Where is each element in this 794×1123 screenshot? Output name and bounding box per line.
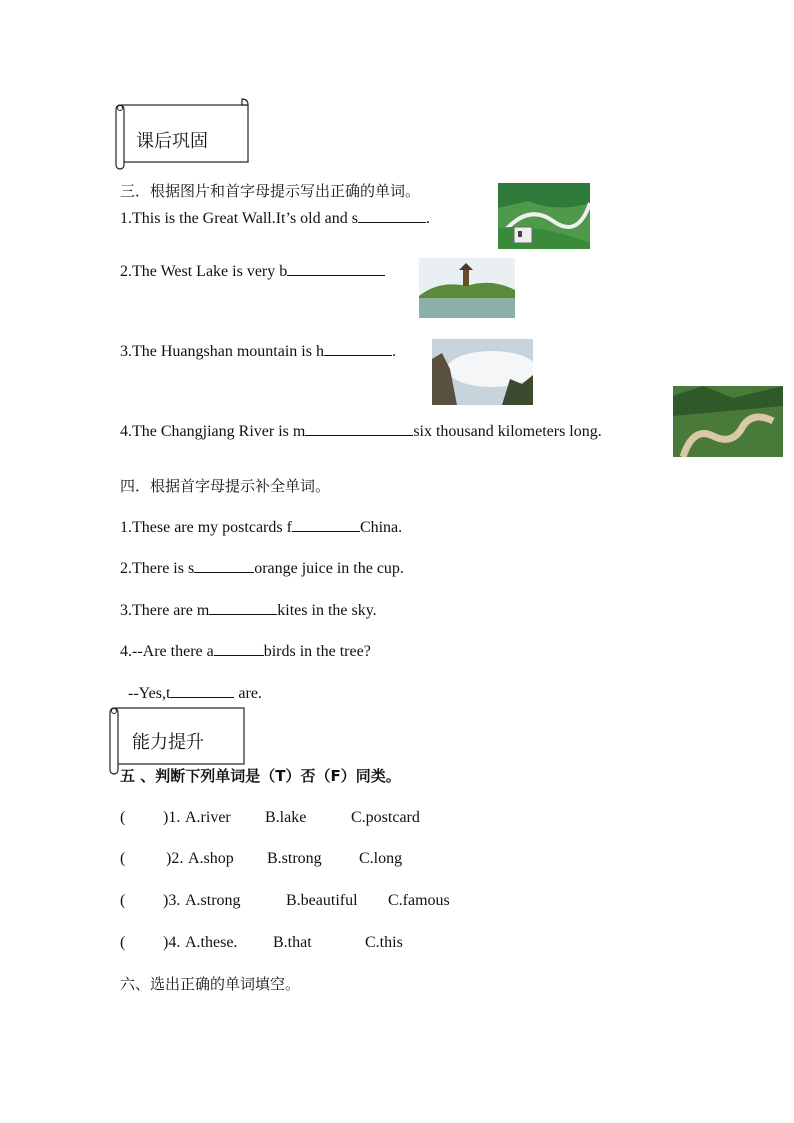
section5-heading: 五 、判断下列单词是（T）否（F）同类。 (120, 767, 401, 785)
answer-blank (287, 261, 385, 276)
answer-blank (292, 517, 360, 532)
question-text: 2.The West Lake is very b (120, 263, 288, 280)
question-4-3 (120, 600, 377, 621)
item-number: )3. (163, 892, 181, 909)
option-b: B.beautiful (286, 892, 358, 909)
question-text-end: kites in the sky. (277, 602, 377, 619)
huangshan-mountain-image (432, 339, 533, 405)
answer-blank (358, 208, 426, 223)
banner-title: 能力提升 (132, 732, 204, 753)
question-text: 4.The Changjiang River is m (120, 423, 306, 440)
option-b: B.strong (267, 850, 322, 867)
answer-blank (324, 341, 392, 356)
option-a: A.these. (185, 934, 238, 951)
answer-blank (209, 600, 277, 615)
item-number: )2. (166, 850, 184, 867)
bracket-open: ( (120, 892, 126, 909)
question-text-end: China. (359, 519, 403, 536)
item-number: )1. (163, 809, 181, 826)
answer-blank (194, 558, 254, 573)
section4-heading: 四．根据首字母提示补全单词。 (120, 477, 331, 495)
answer-text-end: are. (234, 685, 262, 702)
question-4-1 (120, 517, 402, 538)
banner-title: 课后巩固 (136, 131, 208, 152)
bracket-open: ( (120, 809, 126, 826)
question-3-4 (120, 421, 602, 442)
option-a: A.strong (185, 892, 241, 909)
question-4-2 (120, 558, 404, 579)
bracket-open: ( (120, 850, 126, 867)
option-c: C.postcard (351, 809, 420, 826)
option-c: C.long (359, 850, 403, 867)
section6-heading: 六、选出正确的单词填空。 (120, 975, 301, 993)
question-3-1 (120, 208, 430, 229)
question-text: 1.This is the Great Wall.It’s old and s (120, 210, 358, 227)
answer-blank (214, 641, 264, 656)
section-banner-consolidation (112, 96, 252, 172)
west-lake-image (419, 258, 515, 318)
option-a: A.shop (188, 850, 234, 867)
option-b: B.that (273, 934, 312, 951)
section3-heading: 三．根据图片和首字母提示写出正确的单词。 (120, 182, 421, 200)
question-3-3 (120, 341, 396, 362)
question-text-end: orange juice in the cup. (254, 560, 404, 577)
question-4-4 (120, 641, 371, 662)
question-text: 2.There is s (120, 560, 195, 577)
option-a: A.river (185, 809, 231, 826)
answer-blank (170, 683, 234, 698)
question-3-2 (120, 261, 385, 282)
question-text: 3.There are m (120, 602, 210, 619)
answer-blank (305, 421, 413, 436)
item-number: )4. (163, 934, 181, 951)
changjiang-river-image (673, 386, 783, 457)
answer-text: --Yes,t (128, 685, 171, 702)
great-wall-image (498, 183, 590, 249)
question-text-end: birds in the tree? (263, 643, 371, 660)
question-text-end: . (391, 343, 396, 360)
question-text: 3.The Huangshan mountain is h (120, 343, 324, 360)
question-text-end: six thousand kilometers long. (413, 423, 602, 440)
option-b: B.lake (265, 809, 307, 826)
question-text: 1.These are my postcards f (120, 519, 292, 536)
question-text-end: . (425, 210, 430, 227)
option-c: C.famous (388, 892, 450, 909)
option-c: C.this (365, 934, 403, 951)
bracket-open: ( (120, 934, 126, 951)
question-text: 4.--Are there a (120, 643, 214, 660)
